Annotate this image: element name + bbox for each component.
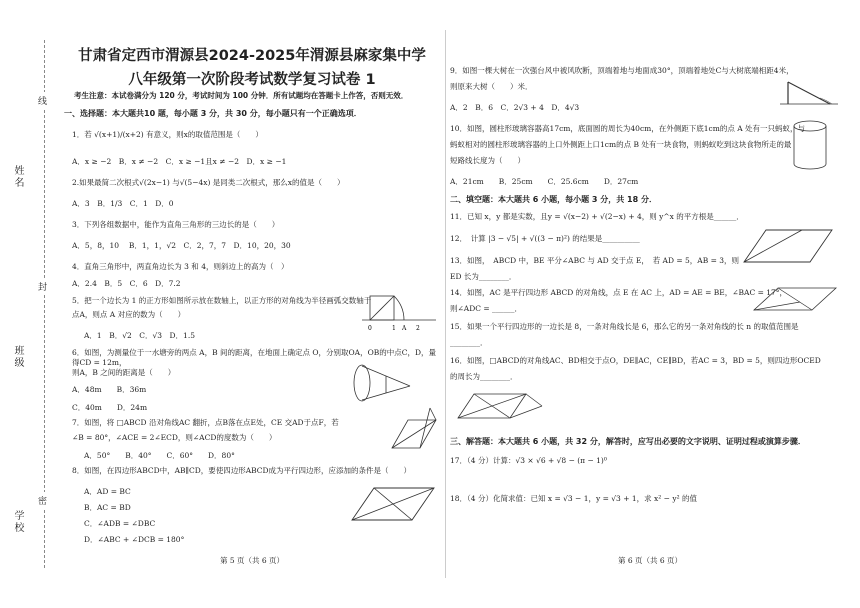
page-5-footer: 第 5 页（共 6 页） [219,556,285,565]
q5-figure [360,290,438,336]
question-8-option-a: A．AD = BC [84,487,131,496]
question-8: 8．如图，在四边形ABCD中，AB∥CD，要使四边形ABCD成为平行四边形，应添加的条件是（ ） [72,466,412,475]
question-2: 2.如果最简二次根式√(2x−1) 与√(5−4x) 是同类二次根式，那么x的值是（ ） [72,178,345,187]
question-7-options: A．50° B．40° C．60° D．80° [84,451,235,460]
question-15-line1: 15．如果一个平行四边形的一边长是 8，一条对角线长是 6，那么它的另一条对角线的长 n 的取值范围是 [450,322,799,331]
question-14-line1: 14．如图，AC 是平行四边形 ABCD 的对角线，点 E 在 AC 上，AD = AE = BE，∠BAC = 17°， [450,288,788,297]
question-15-line2: ________． [450,338,488,347]
question-12: 12． 计算 |3 − √5| + √((3 − π)²) 的结果是__________ [450,234,640,243]
question-4-options: A．2.4 B．5 C．6 D．7.2 [72,279,181,288]
question-13-line1: 13．如图， ABCD 中，BE 平分∠ABC 与 AD 交于点 E， 若 AD = 5，AB = 3，则 [450,256,740,265]
question-10-line3: 短路线长度为（ ） [450,156,525,165]
question-18: 18．（4 分）化简求值：已知 x = √3 − 1，y = √3 + 1，求 x² − y² 的值 [450,494,697,503]
question-11: 11．已知 x，y 都是实数，且y = √(x−2) + √(2−x) + 4，则 y^x 的平方根是______． [450,212,744,221]
binding-mark-dense: 密 [38,492,47,509]
question-1-options: A．x ≥ −2 B．x ≠ −2 C．x ≥ −1且x ≠ −2 D．x ≥ −1 [72,157,287,166]
q8-figure [348,484,438,526]
question-9-line2: 则原来大树（ ）米． [450,82,533,91]
axis-label-a: A [402,325,407,332]
q14-figure [750,284,840,316]
exam-title-line2: 八年级第一次阶段考试数学复习试卷 1 [128,72,376,88]
question-13-line2: ED 长为________． [450,272,517,281]
section-2-heading: 二、填空题：本大题共 6 小题，每小题 3 分，共 18 分． [450,195,657,204]
question-3: 3．下列各组数据中，能作为直角三角形的三边长的是（ ） [72,220,280,229]
question-7-line2: ∠B = 80°，∠ACE = 2∠ECD，则∠ACD的度数为（ ） [72,433,277,442]
question-16-line2: 的周长为________． [450,372,518,381]
q13-figure [740,226,836,268]
question-7-line1: 7．如图，将 □ABCD 沿对角线AC 翻折，点B落在点E处，CE 交AD于点F，若 [72,418,339,427]
binding-line [44,40,45,568]
page-divider [445,30,446,578]
question-14-line2: 则∠ADC = ______． [450,304,523,313]
exam-note: 考生注意：本试卷满分为 120 分，考试时间为 100 分钟．所有试题均在答题卡上作答，否则无效． [74,91,409,100]
question-10-options: A．21cm B．25cm C．25.6cm D．27cm [450,177,639,186]
question-8-option-d: D．∠ABC + ∠DCB = 180° [84,535,185,544]
question-1: 1．若 √(x+1)/(x+2) 有意义，则x的取值范围是（ ） [72,130,263,139]
question-6-options-a: A．48m B．36m [72,385,147,394]
exam-title-line1: 甘肃省定西市渭源县2024-2025年渭源县麻家集中学 [78,48,426,64]
question-3-options: A．5，8，10 B．1，1，√2 C．2，7，7 D．10，20，30 [72,241,291,250]
binding-mark-seal: 封 [38,278,47,295]
section-3-heading: 三、解答题：本大题共 6 小题，共 32 分，解答时，应写出必要的文字说明、证明过程或演算步骤． [450,437,806,446]
page-6 [450,0,850,608]
axis-label-1: 1 [392,325,396,332]
q10-figure [790,118,830,172]
question-10-line1: 10．如图，圆柱形玻璃容器高17cm，底面圆的周长为40cm，在外侧距下底1cm的点 A 处有一只蚂蚁，与 [450,124,806,133]
class-label: 班级 [12,345,23,369]
question-6-line2: 则A，B 之间的距离是（ ） [72,368,176,377]
question-17: 17．（4 分）计算：√3 × √6 + √8 − (π − 1)⁰ [450,456,607,465]
question-5-line1: 5．把一个边长为 1 的正方形如图所示放在数轴上，以正方形的对角线为半径画弧交数轴于 [72,296,372,305]
question-10-line2: 蚂蚁相对的圆柱形玻璃容器的上口外侧距上口1cm的点 B 处有一块食物，则蚂蚁吃到这块食物所走的最 [450,140,792,149]
page-6-footer: 第 6 页（共 6 页） [617,556,683,565]
question-9-options: A．2 B．6 C．2√3 + 4 D．4√3 [450,103,580,112]
question-9-line1: 9．如图一棵大树在一次强台风中被风吹断，顶端着地与地面成30°，顶端着地处C与大树底端相距4米， [450,66,794,75]
question-6-options-b: C．40m D．24m [72,403,148,412]
name-label: 姓名 [12,165,23,189]
question-5-options: A．1 B．√2 C．√3 D．1.5 [84,331,195,340]
question-16-line1: 16．如图，□ABCD的对角线AC、BD相交于点O，DE∥AC，CE∥BD，若AC = 3，BD = 5，则四边形OCED [450,356,821,365]
page-5 [64,0,440,608]
section-1-heading: 一、选择题：本大题共10 题，每小题 3 分，共 30 分，每小题只有一个正确选项． [64,109,362,118]
axis-label-2: 2 [416,325,420,332]
question-5-line2: 点A，则点 A 对应的数为（ ） [72,310,186,319]
q6-figure [350,358,420,408]
question-4: 4．直角三角形中，两直角边长为 3 和 4，则斜边上的高为（ ） [72,262,289,271]
question-2-options: A．3 B．1/3 C．1 D．0 [72,199,174,208]
q16-figure [454,386,550,426]
question-6-line1: 6．如图，为测量位于一水塘旁的两点 A，B 间的距离，在地面上确定点 O，分别取OA，OB的中点C，D，量得CD = 12m， [72,348,436,367]
q7-figure [390,404,440,456]
binding-mark-line: 线 [38,92,47,109]
q9-figure [780,64,840,108]
axis-label-0: 0 [368,325,372,332]
school-label: 学校 [12,510,23,534]
binding-strip [0,0,58,608]
question-8-option-c: C．∠ADB = ∠DBC [84,519,156,528]
question-8-option-b: B．AC = BD [84,503,131,512]
